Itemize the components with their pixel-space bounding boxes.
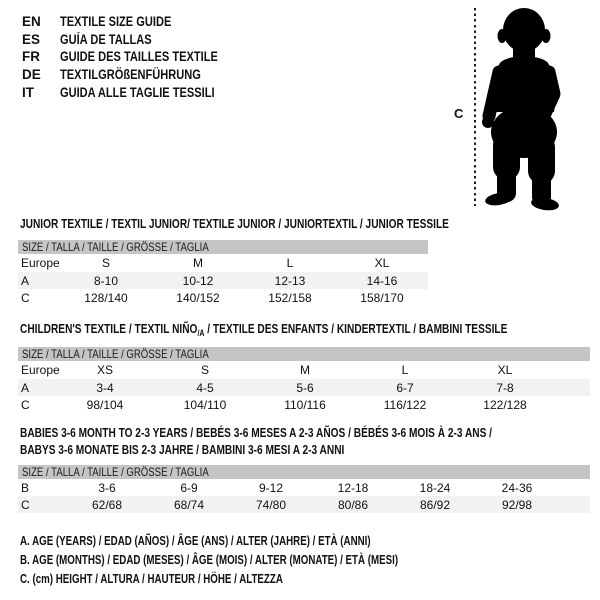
footnote-age-months xyxy=(20,550,505,569)
table-value: 4-5 xyxy=(196,380,214,395)
size-header-text: SIZE / TALLA / TAILLE / GRÖSSE / TAGLIA xyxy=(22,240,209,254)
height-measure-label: C xyxy=(454,106,464,121)
lang-code: DE xyxy=(22,67,41,83)
language-header xyxy=(22,13,253,101)
table-value: 6-9 xyxy=(180,480,198,495)
table-value: 140/152 xyxy=(176,290,220,305)
children-section-heading xyxy=(20,320,600,342)
table-value: 110/116 xyxy=(284,397,326,412)
size-col: XL xyxy=(374,256,390,270)
footnote-height xyxy=(20,569,505,588)
table-value: 98/104 xyxy=(86,397,124,412)
table-value: 104/110 xyxy=(183,397,227,412)
size-col: L xyxy=(286,256,294,270)
size-header-text: SIZE / TALLA / TAILLE / GRÖSSE / TAGLIA xyxy=(22,347,209,361)
children-columns-row xyxy=(18,361,590,379)
row-label: A xyxy=(21,380,30,395)
children-size-table xyxy=(18,347,590,413)
junior-size-table xyxy=(18,240,428,306)
lang-code: FR xyxy=(22,49,40,65)
height-dotted-line xyxy=(474,8,476,206)
lang-row-en xyxy=(22,13,253,31)
junior-section-heading xyxy=(20,215,570,232)
junior-columns-row xyxy=(18,254,428,272)
lang-title: GUIDE DES TAILLES TEXTILE xyxy=(60,49,218,65)
lang-title: TEXTILE SIZE GUIDE xyxy=(60,14,172,30)
children-heading-prefix: CHILDREN'S TEXTILE / TEXTIL NIÑO xyxy=(20,321,198,336)
lang-title: GUÍA DE TALLAS xyxy=(60,31,152,47)
region-label: Europe xyxy=(21,256,60,270)
children-row-age xyxy=(18,379,590,396)
table-value: 86/92 xyxy=(419,497,451,512)
lang-row-fr xyxy=(22,48,253,66)
lang-title: GUIDA ALLE TAGLIE TESSILI xyxy=(60,84,215,100)
children-heading-subscript: /A xyxy=(197,328,205,338)
junior-row-height xyxy=(18,289,428,306)
table-value: 62/68 xyxy=(91,497,123,512)
lang-row-de xyxy=(22,66,253,84)
size-col: M xyxy=(193,256,203,270)
children-size-header-band xyxy=(18,347,590,361)
babies-heading-line2: BABYS 3-6 MONATE BIS 2-3 JAHRE / BAMBINI 3-6 MESI A 2-3 ANNI xyxy=(20,442,345,457)
region-label: Europe xyxy=(21,363,60,377)
table-value: 92/98 xyxy=(501,497,533,512)
row-label: C xyxy=(21,290,30,305)
table-value: 8-10 xyxy=(93,273,119,288)
children-heading-suffix: / TEXTILE DES ENFANTS / KINDERTEXTIL / BAMBINI TESSILE xyxy=(204,321,508,336)
table-value: 12-13 xyxy=(274,273,306,288)
row-label: A xyxy=(21,273,30,288)
babies-section-heading xyxy=(20,424,600,458)
table-value: 122/128 xyxy=(483,397,527,412)
size-header-text: SIZE / TALLA / TAILLE / GRÖSSE / TAGLIA xyxy=(22,465,209,479)
table-value: 116/122 xyxy=(383,397,427,412)
children-heading-text xyxy=(20,320,507,342)
lang-row-it xyxy=(22,83,253,101)
lang-title: TEXTILGRÖßENFÜHRUNG xyxy=(60,67,201,83)
footnote-text: A. AGE (YEARS) / EDAD (AÑOS) / ÂGE (ANS) / ALTER (JAHRE) / ETÀ (ANNI) xyxy=(20,533,371,548)
babies-size-table xyxy=(18,465,590,513)
table-value: 80/86 xyxy=(337,497,369,512)
junior-row-age xyxy=(18,272,428,289)
lang-code: IT xyxy=(22,84,34,100)
table-value: 18-24 xyxy=(419,480,451,495)
row-label: B xyxy=(21,480,30,495)
table-value: 3-4 xyxy=(96,380,114,395)
footnote-age-years xyxy=(20,531,505,550)
table-value: 24-36 xyxy=(501,480,533,495)
footnote-text: C. (cm) HEIGHT / ALTURA / HAUTEUR / HÖHE / ALTEZZA xyxy=(20,571,283,586)
junior-size-header-band xyxy=(18,240,428,254)
table-value: 68/74 xyxy=(173,497,205,512)
size-col: L xyxy=(401,363,409,377)
row-label: C xyxy=(21,497,30,512)
table-value: 3-6 xyxy=(98,480,116,495)
size-col: S xyxy=(101,256,110,270)
size-col: S xyxy=(200,363,209,377)
babies-heading-line1: BABIES 3-6 MONTH TO 2-3 YEARS / BEBÉS 3-6 MESES A 2-3 AÑOS / BÉBÉS 3-6 MOIS À 2-3 ANS / xyxy=(20,425,492,440)
toddler-silhouette-icon xyxy=(480,6,576,211)
table-value: 5-6 xyxy=(296,380,314,395)
babies-size-header-band xyxy=(18,465,590,479)
table-value: 12-18 xyxy=(337,480,369,495)
lang-code: EN xyxy=(22,14,41,30)
lang-code: ES xyxy=(22,31,41,47)
babies-row-months xyxy=(18,479,590,496)
table-value: 9-12 xyxy=(258,480,284,495)
footnotes-block xyxy=(20,531,505,588)
junior-heading-text: JUNIOR TEXTILE / TEXTIL JUNIOR/ TEXTILE JUNIOR / JUNIORTEXTIL / JUNIOR TESSILE xyxy=(20,216,449,231)
table-value: 10-12 xyxy=(182,273,214,288)
table-value: 14-16 xyxy=(366,273,398,288)
table-value: 6-7 xyxy=(396,380,414,395)
footnote-text: B. AGE (MONTHS) / EDAD (MESES) / ÂGE (MOIS) / ALTER (MONATE) / ETÀ (MESI) xyxy=(20,552,399,567)
babies-row-height xyxy=(18,496,590,513)
row-label: C xyxy=(21,397,30,412)
table-value: 7-8 xyxy=(496,380,514,395)
size-col: XL xyxy=(497,363,513,377)
table-value: 74/80 xyxy=(255,497,287,512)
lang-row-es xyxy=(22,31,253,49)
table-value: 128/140 xyxy=(84,290,128,305)
table-value: 158/170 xyxy=(360,290,404,305)
size-col: XS xyxy=(96,363,113,377)
size-col: M xyxy=(300,363,310,377)
children-row-height xyxy=(18,396,590,413)
table-value: 152/158 xyxy=(268,290,312,305)
